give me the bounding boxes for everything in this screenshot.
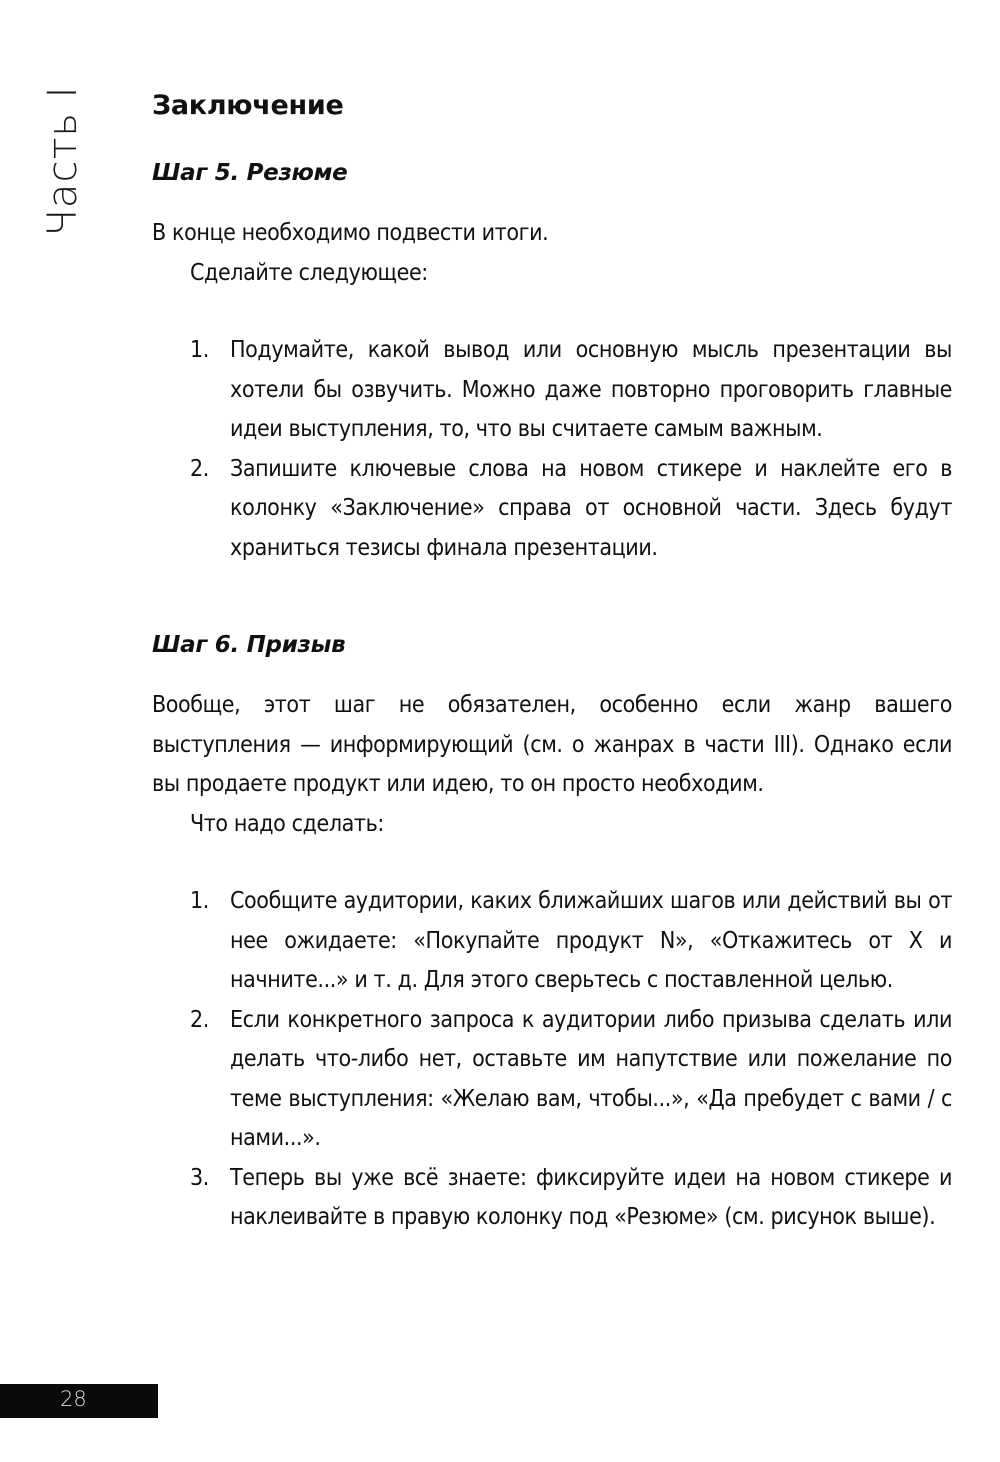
step5-lead: Сделайте следующее: (190, 259, 428, 286)
part-label (38, 86, 88, 236)
step6-intro: Вообще, этот шаг не обязателен, особенно если жанр вашего выступления — информирующий (см. о жанрах в части III). Однако если вы продаете продукт или идею, то он просто необходим. (152, 692, 952, 797)
step5-list (152, 331, 952, 568)
page-content (152, 86, 952, 1238)
list-item: 2. Если конкретного запроса к аудитории либо призыва сделать или делать что-либо нет, оставьте им напутствие или пожелание по теме выступления: «Желаю вам, чтобы...», «Да пребудет с вами / с нами...». (190, 1006, 952, 1151)
list-item: 1. Сообщите аудитории, каких ближайших шагов или действий вы от нее ожидаете: «Покупайте продукт N», «Откажитесь от X и начните...» и т. д. Для этого сверьтесь с поставленной целью. (190, 888, 952, 993)
step6-list (152, 882, 952, 1238)
page-number: 28 (60, 1387, 87, 1411)
step6-title: Шаг 6. Призыв (152, 632, 346, 658)
section-heading: Заключение (152, 90, 344, 121)
step5-title: Шаг 5. Резюме (152, 160, 348, 186)
list-item: 3. Теперь вы уже всё знаете: фиксируйте идеи на новом стикере и наклеивайте в правую колонку под «Резюме» (см. рисунок выше). (190, 1164, 952, 1230)
step5-intro: В конце необходимо подвести итоги. (152, 220, 549, 246)
step6-lead: Что надо сделать: (190, 810, 384, 837)
list-item: 2. Запишите ключевые слова на новом стикере и наклейте его в колонку «Заключение» справа от основной части. Здесь будут храниться тезисы финала презентации. (190, 455, 952, 561)
page-number-bar (0, 1384, 158, 1418)
part-label-text: Часть I (40, 85, 86, 237)
list-item: 1. Подумайте, какой вывод или основную мысль презентации вы хотели бы озвучить. Можно даже повторно проговорить главные идеи выступления, то, что вы считаете самым важным. (190, 337, 952, 442)
